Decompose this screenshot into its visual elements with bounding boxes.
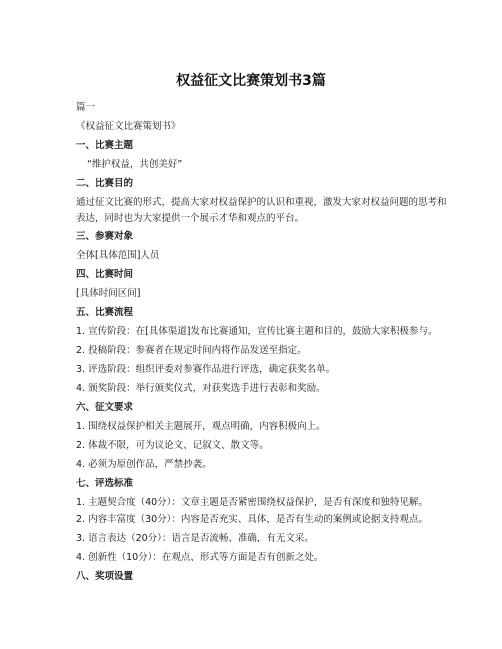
text-line: 3. 评选阶段：组织评委对参赛作品进行评选，确定获奖名单。 — [76, 363, 336, 375]
document-title: 权益征文比赛策划书3篇 — [176, 73, 326, 89]
section-heading: 三、参赛对象 — [76, 231, 134, 242]
text-line: 2. 体裁不限，可为议论文、记叙文、散文等。 — [76, 439, 269, 451]
section-heading: 六、征文要求 — [76, 401, 134, 413]
text-line: 篇一 — [76, 102, 96, 113]
text-line: 3. 语言表达（20分）：语言是否流畅、准确，有无文采。 — [76, 532, 314, 544]
section-heading: 二、比赛目的 — [76, 178, 134, 189]
text-line: 《权益征文比赛策划书》 — [76, 121, 181, 132]
theme-text: “维护权益，共创美好” — [87, 159, 183, 170]
text-line: [具体时间区间] — [76, 288, 141, 299]
document-body — [76, 98, 448, 586]
text-line: 2. 投稿阶段：参赛者在规定时间内将作品发送至指定。 — [76, 344, 307, 356]
text-line: 4. 创新性（10分）：在观点、形式等方面是否有创新之处。 — [76, 551, 324, 563]
text-line: 1. 围绕权益保护相关主题展开，观点明确，内容积极向上。 — [76, 420, 326, 432]
section-heading: 八、奖项设置 — [76, 570, 134, 582]
section-heading: 五、比赛流程 — [76, 307, 134, 318]
section-heading: 四、比赛时间 — [76, 269, 134, 280]
paragraph: 1. 宣传阶段：在[具体渠道]发布比赛通知，宣传比赛主题和目的，鼓励大家积极参与。 — [76, 326, 438, 337]
paragraph: 通过征文比赛的形式，提高大家对权益保护的认识和重视，激发大家对权益问题的思考和表达，同时也为大家提供一个展示才华和观点的平台。 — [76, 197, 447, 224]
text-line: 4. 颁奖阶段：举行颁奖仪式，对获奖选手进行表彰和奖励。 — [76, 382, 326, 394]
paragraph: 1. 主题契合度（40分）：文章主题是否紧密围绕权益保护，是否有深度和独特见解。 — [76, 496, 428, 508]
section-heading: 七、评选标准 — [76, 477, 134, 489]
text-line: 4. 必须为原创作品，严禁抄袭。 — [76, 458, 212, 470]
text-line: 全体[具体范围]人员 — [76, 250, 160, 261]
section-heading: 一、比赛主题 — [76, 140, 134, 151]
paragraph: 2. 内容丰富度（30分）：内容是否充实、具体，是否有生动的案例或论据支持观点。 — [76, 514, 428, 525]
